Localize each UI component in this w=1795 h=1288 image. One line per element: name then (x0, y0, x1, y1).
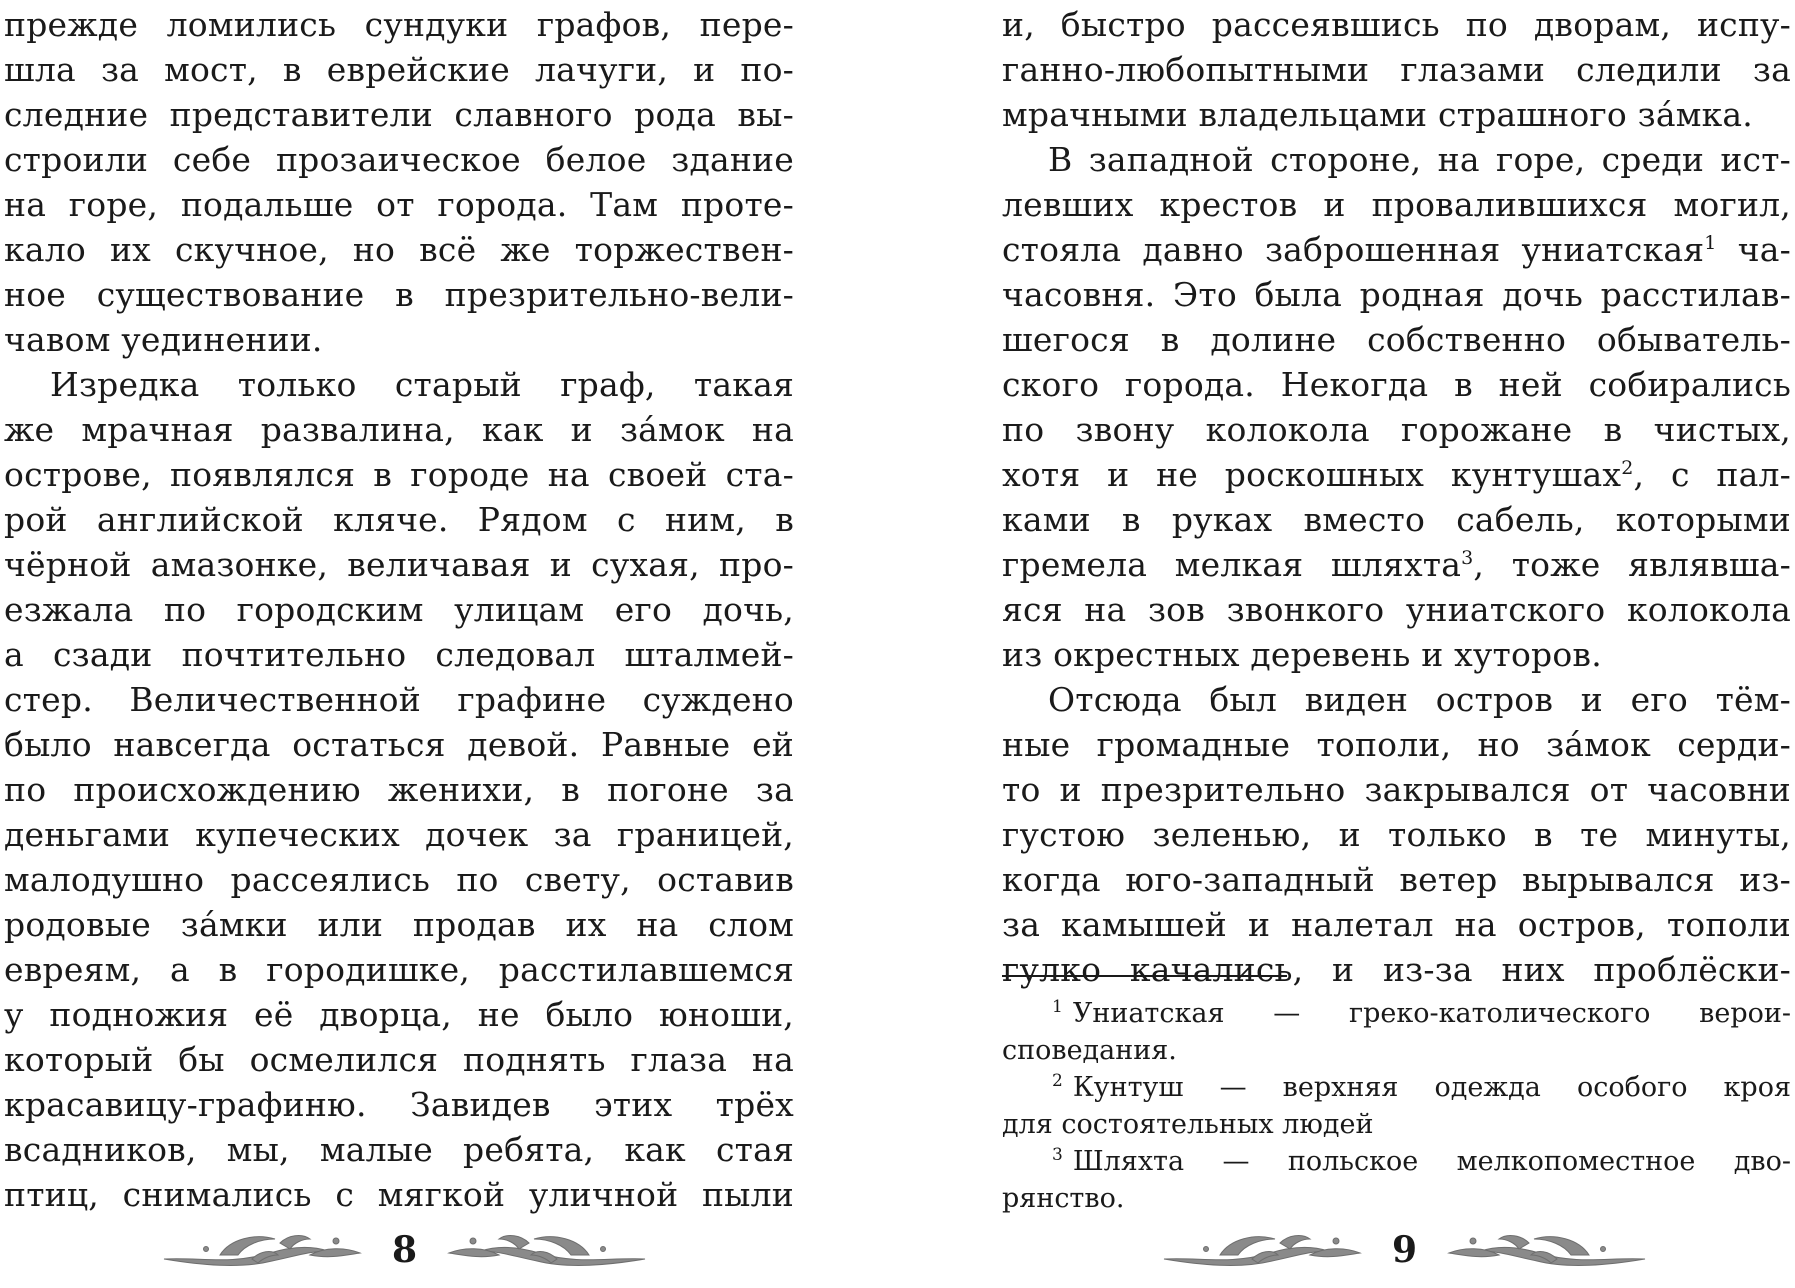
text-line: евреям, а в городишке, расстилавшемся (4, 950, 794, 989)
text-line: шегося в долине собственно обыватель- (1002, 320, 1791, 359)
footnote-line (1002, 995, 1791, 1032)
footnote-line: для состоятельных людей (1002, 1109, 1374, 1140)
text-line: родовые за́мки или продав их на слом (4, 905, 794, 944)
text-line: острове, появлялся в городе на своей ста- (4, 455, 794, 494)
text-line: же мрачная развалина, как и за́мок на (4, 410, 794, 449)
text-line: левших крестов и провалившихся могил, (1002, 185, 1791, 224)
text-line: было навсегда остаться девой. Равные ей (4, 725, 794, 764)
text-line: яся на зов звонкого униатского колокола (1002, 590, 1791, 629)
left-page-footer (160, 1224, 649, 1276)
text-line: ками в руках вместо сабель, которыми (1002, 500, 1791, 539)
text-line: следние представители славного рода вы- (4, 95, 794, 134)
text-line: ные громадные тополи, но за́мок серди- (1002, 725, 1791, 764)
text-line: езжала по городским улицам его дочь, (4, 590, 794, 629)
text-line: красавицу-графиню. Завидев этих трёх (4, 1085, 794, 1124)
footnote-number: 3 (1052, 1145, 1063, 1165)
footnote-line: рянство. (1002, 1183, 1125, 1214)
text-line: и, быстро рассеявшись по дворам, испу- (1002, 5, 1791, 44)
footnote-line: споведания. (1002, 1035, 1177, 1066)
text-line: гулко качались, и из-за них проблёски- (1002, 950, 1791, 989)
text-line: по происхождению женихи, в погоне за (4, 770, 794, 809)
text-line: ского города. Некогда в ней собирались (1002, 365, 1791, 404)
footnote-ref[interactable]: 3 (1461, 547, 1474, 569)
text-line: шла за мост, в еврейские лачуги, и по- (4, 50, 794, 89)
text-line: ганно-любопытными глазами следили за (1002, 50, 1791, 89)
text-line: мрачными владельцами страшного за́мка. (1002, 95, 1753, 134)
ornament-right-icon (439, 1229, 649, 1271)
text-line: стер. Величественной графине суждено (4, 680, 794, 719)
text-line: деньгами купеческих дочек за границей, (4, 815, 794, 854)
text-line: по звону колокола горожане в чистых, (1002, 410, 1791, 449)
text-line: малодушно рассеялись по свету, оставив (4, 860, 794, 899)
footnote-number: 2 (1052, 1071, 1063, 1091)
footnote-text: Униатская — греко-католического верои- (1072, 998, 1791, 1029)
footnotes (1002, 995, 1791, 1217)
text-line: всадников, мы, малые ребята, как стая (4, 1130, 794, 1169)
text-line: а сзади почтительно следовал шталмей- (4, 635, 794, 674)
text-line (1002, 452, 1791, 497)
left-page (0, 0, 800, 1288)
text-line: который бы осмелился поднять глаза на (4, 1040, 794, 1079)
ornament-left-icon (1160, 1229, 1370, 1271)
text-line: ное существование в презрительно-вели- (4, 275, 794, 314)
ornament-right-icon (1439, 1229, 1649, 1271)
text-line: чавом уединении. (4, 320, 323, 359)
text-line: у подножия её дворца, не было юноши, (4, 995, 794, 1034)
text-fragment: гремела мелкая шляхта (1002, 545, 1462, 584)
left-page-text (4, 2, 794, 1217)
right-page-text (1002, 2, 1791, 992)
footnote-text: Кунтуш — верхняя одежда особого кроя (1072, 1072, 1791, 1103)
text-line: густою зеленью, и только в те минуты, (1002, 815, 1791, 854)
text-line: кало их скучное, но всё же торжествен- (4, 230, 794, 269)
ornament-left-icon (160, 1229, 370, 1271)
right-page-footer (1160, 1224, 1649, 1276)
text-line (1002, 542, 1791, 587)
page-number: 8 (392, 1229, 418, 1271)
text-fragment: , тоже являвша- (1473, 545, 1791, 584)
text-fragment: , с пал- (1633, 455, 1791, 494)
footnote-ref[interactable]: 1 (1704, 232, 1717, 254)
page-number: 9 (1392, 1229, 1418, 1271)
text-line: когда юго-западный ветер вырывался из- (1002, 860, 1791, 899)
text-line (1002, 227, 1791, 272)
text-line: часовня. Это была родная дочь расстилав- (1002, 275, 1791, 314)
footnote-ref[interactable]: 2 (1621, 457, 1634, 479)
footnote-line (1002, 1143, 1791, 1180)
footnote-divider (1002, 975, 1287, 977)
text-line: на горе, подальше от города. Там проте- (4, 185, 794, 224)
text-line: Изредка только старый граф, такая (50, 365, 794, 404)
text-line: В западной стороне, на горе, среди ист- (1048, 140, 1791, 179)
text-line: строили себе прозаическое белое здание (4, 140, 794, 179)
text-fragment: хотя и не роскошных кунтушах (1002, 455, 1622, 494)
footnote-number: 1 (1052, 997, 1063, 1017)
text-fragment: стояла давно заброшенная униатская (1002, 230, 1705, 269)
text-fragment: ча- (1737, 230, 1791, 269)
text-line: то и презрительно закрывался от часовни (1002, 770, 1791, 809)
footnote-line (1002, 1069, 1791, 1106)
text-line: птиц, снимались с мягкой уличной пыли (4, 1175, 794, 1214)
text-line: прежде ломились сундуки графов, пере- (4, 5, 794, 44)
text-line: Отсюда был виден остров и его тём- (1048, 680, 1791, 719)
text-line: рой английской кляче. Рядом с ним, в (4, 500, 794, 539)
text-line: чёрной амазонке, величавая и сухая, про- (4, 545, 794, 584)
footnote-text: Шляхта — польское мелкопоместное дво- (1072, 1146, 1791, 1177)
text-line: из окрестных деревень и хуторов. (1002, 635, 1602, 674)
right-page (1002, 0, 1795, 1288)
text-line: за камышей и налетал на остров, тополи (1002, 905, 1791, 944)
